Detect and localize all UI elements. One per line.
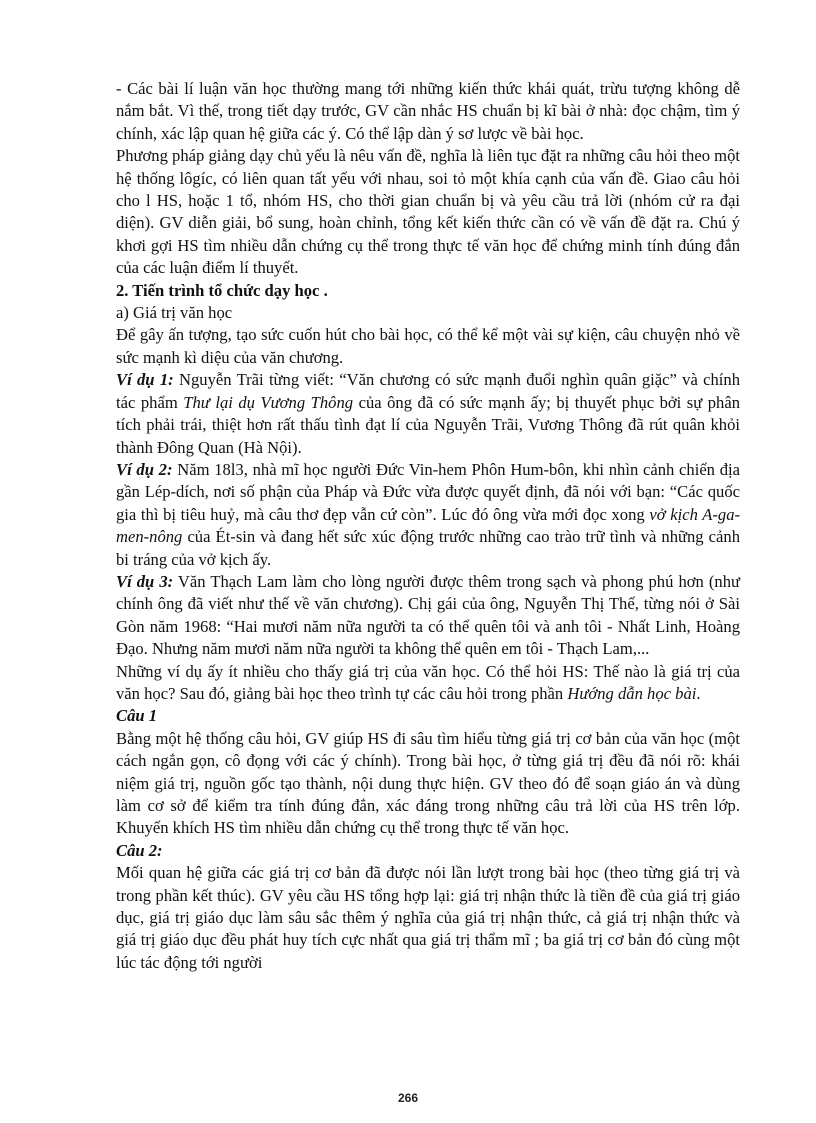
document-body <box>116 78 740 974</box>
paragraph-intro: - Các bài lí luận văn học thường mang tới những kiến thức khái quát, trừu tượng không dễ nắm bắt. Vì thế, trong tiết dạy trước, GV cần nhắc HS chuẩn bị kĩ bài ở nhà: đọc chậm, tìm ý chính, xác lập quan hệ giữa các ý. Có thể lập dàn ý sơ lược về bài học. <box>116 79 740 143</box>
paragraph-summary <box>116 661 740 706</box>
paragraph-question-2: Mối quan hệ giữa các giá trị cơ bản đã được nói lần lượt trong bài học (theo từng giá trị và trong phần kết thúc). GV yêu cầu HS tổng hợp lại: giá trị nhận thức là tiền đề của giá trị giáo dục, giá trị giáo dục làm sâu sắc thêm ý nghĩa của giá trị nhận thức, cả giá trị nhận thức và giá trị giáo dục đều phát huy tích cực nhất qua giá trị thẩm mĩ ; ba giá trị cơ bản đó cùng một lúc tác động tới người <box>116 863 740 972</box>
example-label: Ví dụ 2: <box>116 459 173 479</box>
summary-text: Những ví dụ ấy ít nhiều cho thấy giá trị của văn học. Có thể hỏi HS: Thế nào là giá trị của văn học? Sau đó, giảng bài học theo trình tự các câu hỏi trong phần <box>116 661 740 703</box>
example-label: Ví dụ 1: <box>116 370 174 390</box>
example-text: của ông đã có sức mạnh ấy; bị thuyết phục bởi sự phân tích phải trái, thiệt hơn rất thấu tình đạt lí của Nguyễn Trãi, Vương Thông đã rút quân khỏi thành Đông Quan (Hà Nội). <box>116 392 740 457</box>
work-title: Thư lại dụ Vương Thông <box>183 392 354 412</box>
section-heading: 2. Tiến trình tổ chức dạy học . <box>116 280 328 300</box>
paragraph-method: Phương pháp giảng dạy chủ yếu là nêu vấn đề, nghĩa là liên tục đặt ra những câu hỏi theo một hệ thống lôgíc, có liên quan tất yếu với nhau, soi tỏ một khía cạnh của vấn đề. Giao câu hỏi cho l HS, hoặc 1 tổ, nhóm HS, cho thời gian chuẩn bị và yêu cầu trả lời (nhóm cử ra đại diện). GV diễn giải, bổ sung, hoàn chỉnh, tổng kết kiến thức cần có về vấn đề đặt ra. Chú ý khơi gợi HS tìm nhiều dẫn chứng cụ thể trong thực tế văn học để chứng minh tính đúng đắn của các luận điểm lí thuyết. <box>116 146 740 278</box>
paragraph-opening: Để gây ấn tượng, tạo sức cuốn hút cho bài học, có thể kể một vài sự kiện, câu chuyện nhỏ về sức mạnh kì diệu của văn chương. <box>116 325 740 367</box>
page-number: 266 <box>397 1091 419 1105</box>
example-text: của Ét-sin và đang hết sức xúc động trước những cao trào trữ tình và những cảnh bi tráng của vở kịch ấy. <box>116 527 740 569</box>
example-3 <box>116 571 740 661</box>
question-2-heading: Câu 2: <box>116 840 163 860</box>
example-text: Năm 18l3, nhà mĩ học người Đức Vin-hem Phôn Hum-bôn, khi nhìn cảnh chiến địa gần Lép-dích, nơi số phận của Pháp và Đức vừa được quyết định, đã nói với bạn: “Các quốc gia thì bị tiêu huỷ, mà câu thơ đẹp vẫn cứ còn”. Lúc đó ông vừa mới đọc xong <box>116 459 740 524</box>
question-1-heading: Câu 1 <box>116 706 158 726</box>
subsection-heading: a) Giá trị văn học <box>116 303 233 323</box>
work-title: vở kịch A-ga-men-nông <box>116 504 741 547</box>
summary-end: . <box>696 683 701 703</box>
guide-title: Hướng dẫn học bài <box>567 683 697 703</box>
example-label: Ví dụ 3: <box>116 571 174 591</box>
example-1 <box>116 369 740 459</box>
example-text: Văn Thạch Lam làm cho lòng người được thêm trong sạch và phong phú hơn (như chính ông đã viết như thế về văn chương). Chị gái của ông, Nguyễn Thị Thế, từng nói ở Sài Gòn năm 1968: “Hai mươi năm nữa người ta có thể quên tôi và anh tôi - Nhất Linh, Hoàng Đạo. Nhưng năm mươi năm nữa người ta không thể quên em tôi - Thạch Lam,... <box>116 571 740 659</box>
paragraph-question-1: Bằng một hệ thống câu hỏi, GV giúp HS đi sâu tìm hiểu từng giá trị cơ bản của văn học (một cách ngắn gọn, cô đọng với các ý chính). Trong bài học, ở từng giá trị đều đã nói rõ: khái niệm giá trị, nguồn gốc tạo thành, nội dung thực hiện. GV theo đó để soạn giáo án và dùng làm cơ sở để kiểm tra tính đúng đắn, xác đáng trong những câu trả lời của HS trên lớp. Khuyến khích HS tìm nhiều dẫn chứng cụ thể trong thực tế văn học. <box>116 728 740 838</box>
example-text: Nguyễn Trãi từng viết: “Văn chương có sức mạnh đuổi nghìn quân giặc” và chính tác phẩm <box>116 370 741 412</box>
example-2 <box>116 459 740 571</box>
